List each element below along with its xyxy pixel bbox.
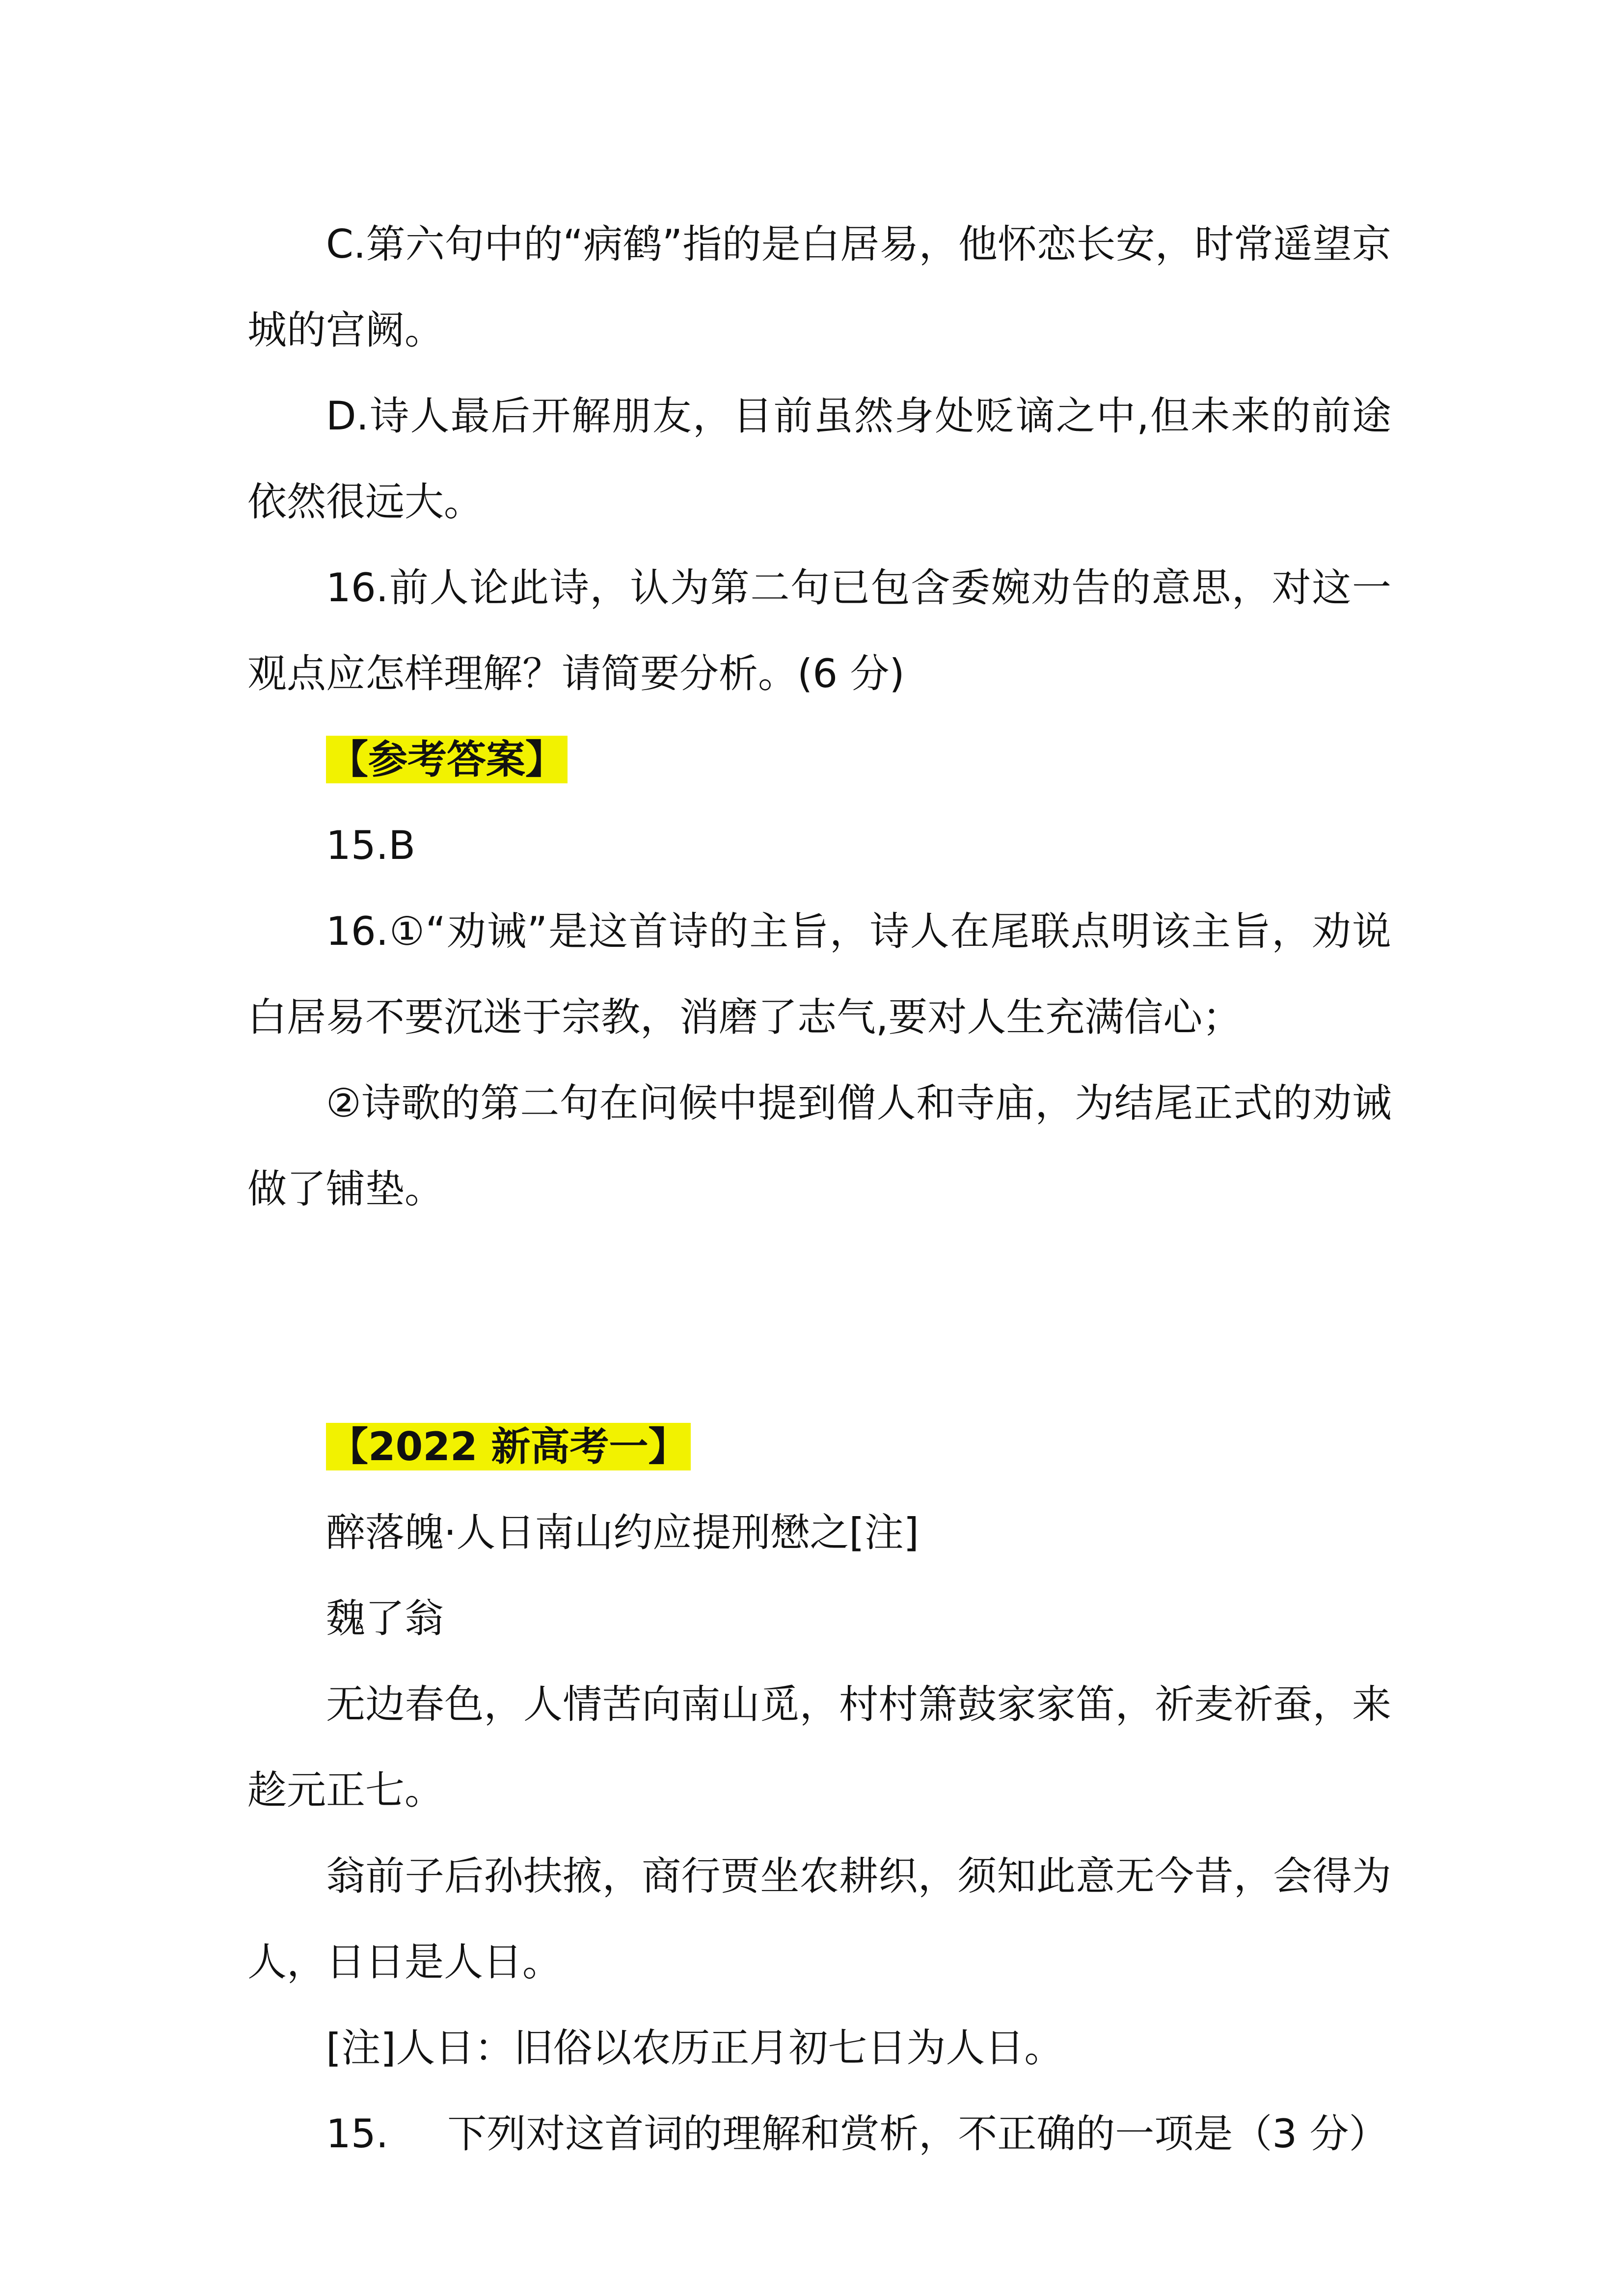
answer-16-part-1: 16.①“劝诫”是这首诗的主旨，诗人在尾联点明该主旨，劝说白居易不要沉迷于宗教，消磨了志气,要对人生充满信心； <box>247 908 1391 1040</box>
poem-note: [注]人日：旧俗以农历正月初七日为人日。 <box>326 2025 1064 2071</box>
exam-header-line <box>247 1404 1391 1490</box>
option-d: D.诗人最后开解朋友，目前虽然身处贬谪之中,但未来的前途依然很远大。 <box>247 393 1391 525</box>
question-15-line <box>247 2091 1391 2177</box>
poem-title: 醉落魄·人日南山约应提刑懋之[注] <box>326 1510 919 1555</box>
document-page <box>247 201 1391 2177</box>
option-c: C.第六句中的“病鹤”指的是白居易，他怀恋长安，时常遥望京城的宫阙。 <box>247 221 1391 353</box>
question-15-number: 15. <box>326 2111 389 2157</box>
answer-15: 15.B <box>326 823 416 868</box>
exam-header: 【2022 新高考一】 <box>326 1423 691 1470</box>
answer-16-part-2: ②诗歌的第二句在问候中提到僧人和寺庙，为结尾正式的劝诫做了铺垫。 <box>247 1080 1391 1212</box>
poem-author: 魏了翁 <box>326 1596 444 1641</box>
answer-header-line <box>247 717 1391 802</box>
question-16: 16.前人论此诗，认为第二句已包含委婉劝告的意思，对这一观点应怎样理解？请简要分析。(6 分) <box>247 565 1391 696</box>
answer-header: 【参考答案】 <box>326 736 568 783</box>
poem-stanza-2: 翁前子后孙扶掖，商行贾坐农耕织，须知此意无今昔，会得为人，日日是人日。 <box>247 1853 1391 1985</box>
section-gap <box>247 1232 1391 1404</box>
poem-stanza-1: 无边春色，人情苦向南山觅，村村箫鼓家家笛，祈麦祈蚕，来趁元正七。 <box>247 1682 1391 1813</box>
question-15-text: 下列对这首词的理解和赏析，不正确的一项是（3 分） <box>447 2111 1388 2157</box>
